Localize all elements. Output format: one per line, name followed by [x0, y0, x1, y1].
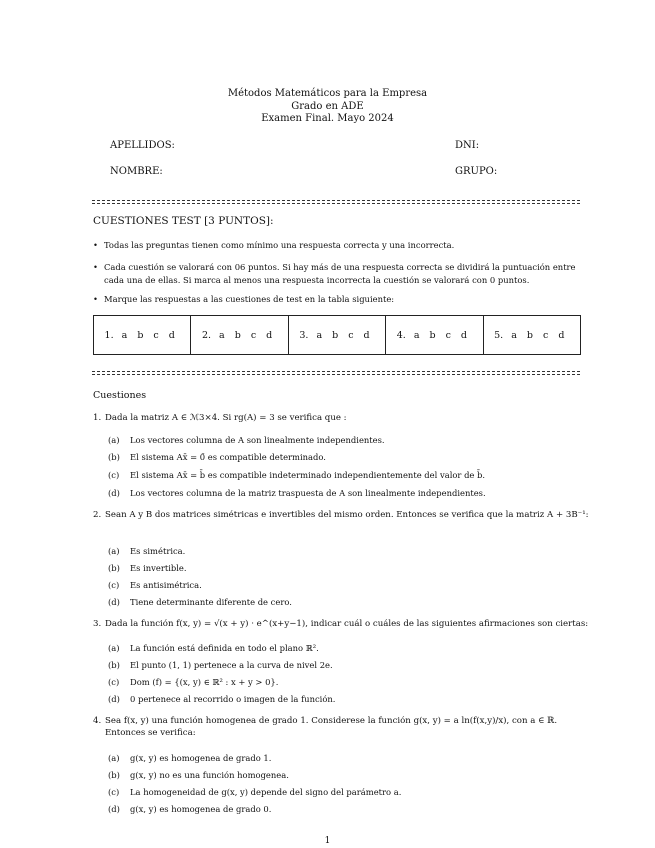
option-b[interactable]: b	[234, 329, 241, 341]
question-4-option-c[interactable]: (c) La homogeneidad de g(x, y) depende del signo del parámetro a.	[108, 787, 402, 797]
question-1-option-a[interactable]: (a) Los vectores columna de A son linealmente independientes.	[108, 435, 385, 445]
answer-cell-2[interactable]: 2. a b c d	[191, 316, 288, 355]
question-2-option-d[interactable]: (d) Tiene determinante diferente de cero.	[108, 597, 292, 607]
exam-header	[0, 88, 655, 126]
question-2: 2. Sean A y B dos matrices simétricas e invertibles del mismo orden. Entonces se verifica que la matriz A + 3B⁻¹:	[93, 510, 589, 520]
question-2-option-b[interactable]: (b) Es invertible.	[108, 563, 187, 573]
question-4-option-d[interactable]: (d) g(x, y) es homogenea de grado 0.	[108, 804, 272, 814]
question-4-option-b[interactable]: (b) g(x, y) no es una función homogenea.	[108, 770, 289, 780]
answer-cell-3[interactable]: 3. a b c d	[288, 316, 385, 355]
question-3: 3. Dada la función f(x, y) = √(x + y) · e^(x+y−1), indicar cuál o cuáles de las siguientes afirmaciones son ciertas:	[93, 619, 589, 629]
bullet-item: • Marque las respuestas a las cuestiones de test en la tabla siguiente:	[93, 294, 395, 304]
grupo-label: GRUPO:	[455, 166, 498, 177]
question-4-option-a[interactable]: (a) g(x, y) es homogenea de grado 1.	[108, 753, 272, 763]
exam-title: Examen Final. Mayo 2024	[261, 113, 394, 124]
option-c[interactable]: c	[250, 329, 257, 341]
option-b[interactable]: b	[526, 329, 533, 341]
question-3-option-c[interactable]: (c) Dom (f) = {(x, y) ∈ ℝ² : x + y > 0}.	[108, 677, 279, 687]
option-a[interactable]: a	[121, 329, 128, 341]
option-c[interactable]: c	[445, 329, 451, 341]
apellidos-label: APELLIDOS:	[110, 140, 175, 151]
bullet-icon: •	[93, 240, 98, 250]
question-2-option-c[interactable]: (c) Es antisimétrica.	[108, 580, 202, 590]
question-1-option-c[interactable]: (c) El sistema Ax̄ = b̄ es compatible indeterminado independientemente del valor de b̄.	[108, 470, 486, 480]
nombre-label: NOMBRE:	[110, 166, 163, 177]
option-c[interactable]: c	[153, 329, 159, 341]
test-section-title: CUESTIONES TEST [3 PUNTOS]:	[93, 215, 274, 227]
answer-cell-4[interactable]: 4. a b c d	[386, 316, 483, 355]
question-3-option-d[interactable]: (d) 0 pertenece al recorrido o imagen de la función.	[108, 694, 336, 704]
bullet-icon: •	[93, 262, 98, 272]
option-d[interactable]: d	[168, 329, 175, 341]
answer-table	[93, 315, 581, 355]
bullet-item: • Cada cuestión se valorará con 06 puntos. Si hay más de una respuesta correcta se dividirá la puntuación entre cada una de ellas. Si marca al menos una respuesta incorrecta la cuestión se valorará con 0 puntos.	[93, 262, 576, 285]
answer-cell-1[interactable]: 1. a b c d	[94, 316, 191, 355]
question-3-option-b[interactable]: (b) El punto (1, 1) pertenece a la curva de nivel 2e.	[108, 660, 333, 670]
answer-cell-5[interactable]: 5. a b c d	[483, 316, 580, 355]
option-a[interactable]: a	[219, 329, 225, 341]
option-a[interactable]: a	[316, 329, 323, 341]
option-d[interactable]: d	[363, 329, 370, 341]
option-b[interactable]: b	[137, 329, 144, 341]
question-1-option-d[interactable]: (d) Los vectores columna de la matriz traspuesta de A son linealmente independientes.	[108, 488, 486, 498]
degree-title: Grado en ADE	[291, 100, 364, 112]
option-c[interactable]: c	[543, 329, 549, 341]
option-d[interactable]: d	[460, 329, 468, 341]
question-1: 1. Dada la matriz A ∈ ℳ3×4. Si rg(A) = 3 se verifica que :	[93, 413, 347, 423]
question-4: 4. Sea f(x, y) una función homogenea de grado 1. Considerese la función g(x, y) = a ln(f(x,y)/x), con a ∈ ℝ. Entonces se verifica:	[93, 716, 558, 738]
question-3-option-a[interactable]: (a) La función está definida en todo el plano ℝ².	[108, 643, 319, 653]
option-a[interactable]: a	[413, 329, 420, 341]
bullet-icon: •	[93, 294, 98, 304]
dashed-separator	[92, 371, 580, 375]
page-number: 1	[324, 836, 331, 846]
option-d[interactable]: d	[558, 329, 565, 341]
option-a[interactable]: a	[511, 329, 517, 341]
option-b[interactable]: b	[332, 329, 339, 341]
dashed-separator	[92, 200, 580, 204]
question-2-option-a[interactable]: (a) Es simétrica.	[108, 546, 186, 556]
option-d[interactable]: d	[266, 329, 273, 341]
cuestiones-title: Cuestiones	[93, 390, 147, 401]
course-title: Métodos Matemáticos para la Empresa	[227, 88, 428, 99]
question-1-option-b[interactable]: (b) El sistema Ax̄ = 0̄ es compatible determinado.	[108, 452, 326, 462]
bullet-item: • Todas las preguntas tienen como mínimo una respuesta correcta y una incorrecta.	[93, 240, 455, 250]
option-c[interactable]: c	[348, 329, 354, 341]
dni-label: DNI:	[455, 140, 480, 151]
option-b[interactable]: b	[429, 329, 436, 341]
